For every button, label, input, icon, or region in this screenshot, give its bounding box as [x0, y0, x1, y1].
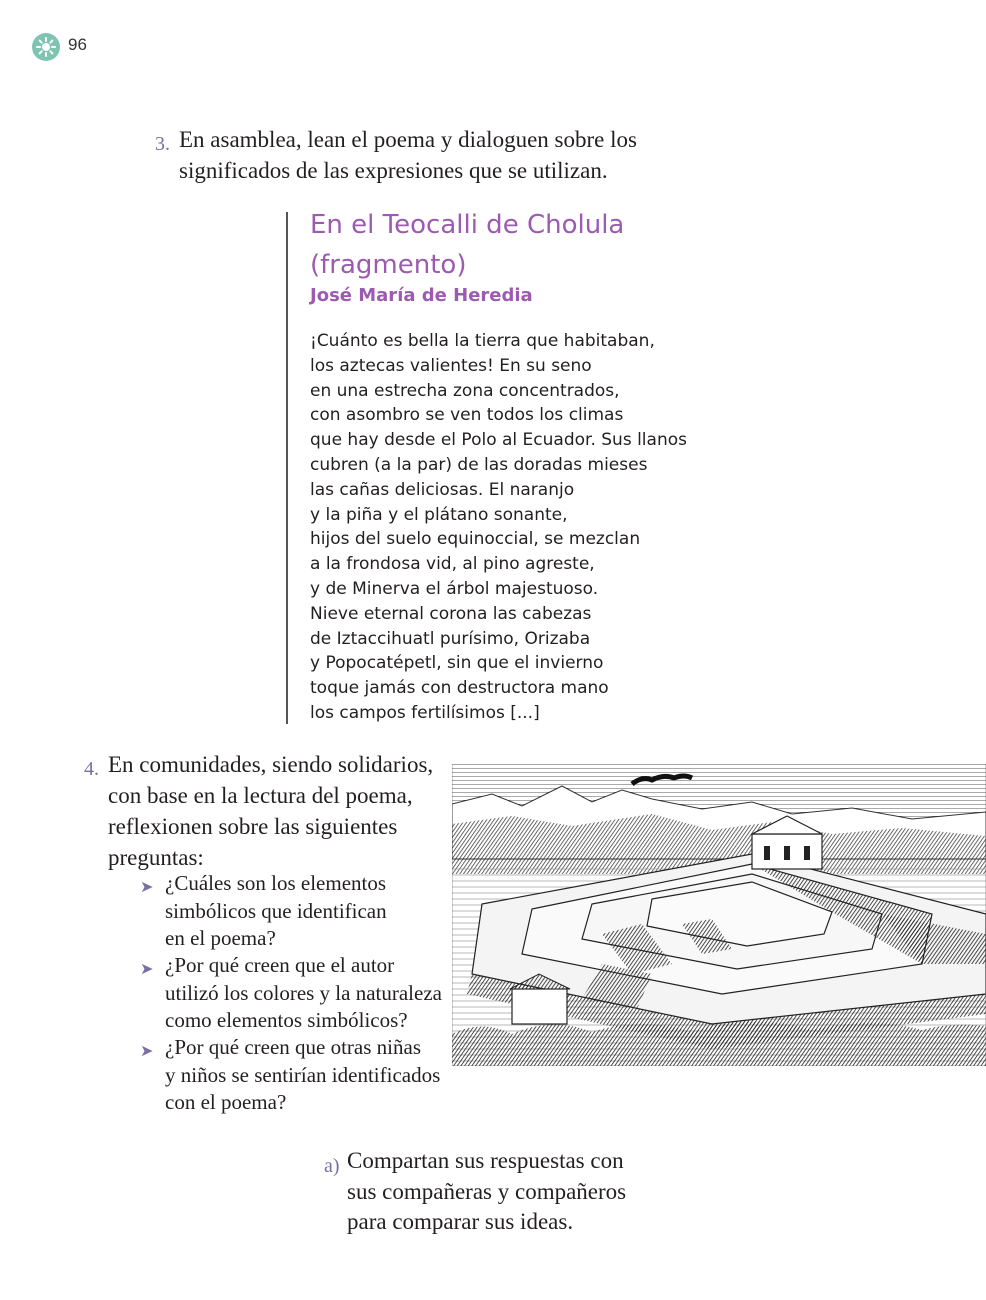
text-line: preguntas:	[108, 845, 204, 870]
poem-subtitle: (fragmento)	[310, 250, 467, 280]
poem-line: los aztecas valientes! En su seno	[310, 355, 592, 376]
question-line: ¿Por qué creen que el autor	[165, 953, 395, 977]
poem-line: toque jamás con destructora mano	[310, 678, 609, 699]
poem-line: en una estrecha zona concentrados,	[310, 380, 620, 401]
page-number: 96	[68, 35, 87, 54]
item-number: 3.	[155, 133, 170, 155]
question-line: con el poema?	[165, 1090, 287, 1114]
poem-body	[310, 329, 687, 726]
poem-title: En el Teocalli de Cholula	[310, 210, 625, 240]
arrow-bullet-icon: ➤	[140, 879, 154, 896]
pyramid-engraving-illustration	[452, 764, 986, 1066]
arrow-bullet-icon: ➤	[140, 1043, 154, 1060]
poem-line: hijos del suelo equinoccial, se mezclan	[310, 529, 641, 550]
sun-gear-icon	[32, 33, 60, 61]
question-line: ¿Por qué creen que otras niñas	[165, 1035, 421, 1059]
question-line: y niños se sentirían identificados	[165, 1062, 441, 1087]
item-number: 4.	[84, 758, 99, 780]
poem-line: las cañas deliciosas. El naranjo	[310, 479, 575, 500]
poem-line: que hay desde el Polo al Ecuador. Sus llanos	[310, 430, 687, 451]
question-line: como elementos simbólicos?	[165, 1008, 408, 1032]
item-label: a)	[324, 1155, 340, 1177]
poem-line: a la frondosa vid, al pino agreste,	[310, 554, 595, 575]
poem-line: cubren (a la par) de las doradas mieses	[310, 454, 648, 475]
poem-line: ¡Cuánto es bella la tierra que habitaban,	[310, 331, 655, 351]
poem-line: de Iztaccihuatl purísimo, Orizaba	[310, 628, 591, 649]
poem-title-block	[310, 205, 624, 285]
text-line: sus compañeras y compañeros	[347, 1178, 627, 1204]
arrow-bullet-icon: ➤	[140, 961, 154, 978]
poem-line: Nieve eternal corona las cabezas	[310, 603, 592, 624]
question-line: en el poema?	[165, 926, 276, 950]
question-line: ¿Cuáles son los elementos	[165, 871, 387, 895]
text-line: significados de las expresiones que se utilizan.	[179, 158, 608, 183]
question-line: simbólicos que identifican	[165, 898, 387, 923]
poem-line: y de Minerva el árbol majestuoso.	[310, 578, 599, 599]
question-line: utilizó los colores y la naturaleza	[165, 980, 442, 1005]
instruction-text	[179, 124, 739, 186]
poem-author: José María de Heredia	[310, 285, 533, 306]
text-line: En asamblea, lean el poema y dialoguen sobre los	[179, 127, 637, 152]
poem-rule	[286, 212, 288, 724]
poem-line: y Popocatépetl, sin que el invierno	[310, 653, 604, 674]
text-line: para comparar sus ideas.	[347, 1209, 574, 1234]
instruction-text	[108, 749, 438, 873]
poem-line: y la piña y el plátano sonante,	[310, 504, 568, 525]
text-line: En comunidades, siendo solidarios,	[108, 752, 434, 777]
instruction-text	[347, 1146, 667, 1238]
text-line: con base en la lectura del poema,	[108, 783, 413, 808]
text-line: Compartan sus respuestas con	[347, 1148, 624, 1173]
text-line: reflexionen sobre las siguientes	[108, 814, 398, 839]
poem-line: con asombro se ven todos los climas	[310, 405, 624, 426]
poem-line: los campos fertilísimos [...]	[310, 702, 540, 723]
page-badge	[32, 33, 60, 61]
